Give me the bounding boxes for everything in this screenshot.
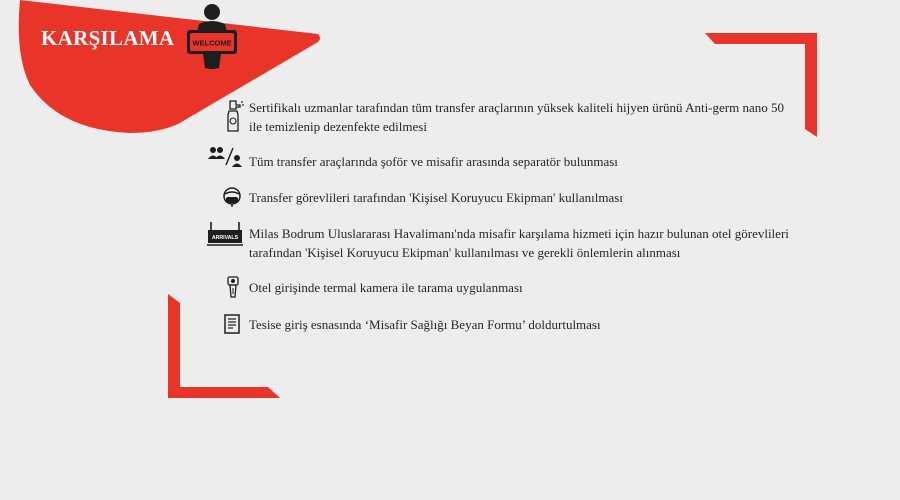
welcome-sign-person-icon [183,2,241,70]
measure-text: Otel girişinde termal kamera ile tarama uygulanması [249,280,523,295]
list-item [205,224,790,262]
measure-text: Milas Bodrum Uluslararası Havalimanı'nda misafir karşılama hizmeti için hazır bulunan otel görevlileri tarafından 'Kişisel Koruyucu Ekipman' kullanılması ve gerekli önlemlerin alınması [249,226,789,260]
arrivals-sign-icon [207,222,243,246]
list-item [205,98,790,136]
arrivals-sign-label: ARRIVALS [211,235,239,241]
welcome-sign-text: WELCOME [192,38,232,48]
page-title: KARŞILAMA [41,26,175,50]
face-mask-icon [222,186,242,208]
disinfectant-spray-icon [224,99,244,133]
separated-people-icon [207,145,243,167]
list-item [205,315,790,334]
measures-list [205,98,790,334]
list-item [205,188,790,207]
thermal-camera-icon [226,276,240,298]
list-item [205,278,790,297]
measure-text: Sertifikalı uzmanlar tarafından tüm transfer araçlarının yüksek kaliteli hijyen ürünü Anti-germ nano 50 ile temizlenip dezenfekte edilmesi [249,100,784,134]
measure-text: Transfer görevlileri tarafından 'Kişisel Koruyucu Ekipman' kullanılması [249,190,623,205]
measure-text: Tesise giriş esnasında ‘Misafir Sağlığı Beyan Formu’ doldurtulması [249,317,601,332]
list-item [205,152,790,171]
measure-text: Tüm transfer araçlarında şoför ve misafir arasında separatör bulunması [249,154,618,169]
health-form-icon [224,314,240,334]
